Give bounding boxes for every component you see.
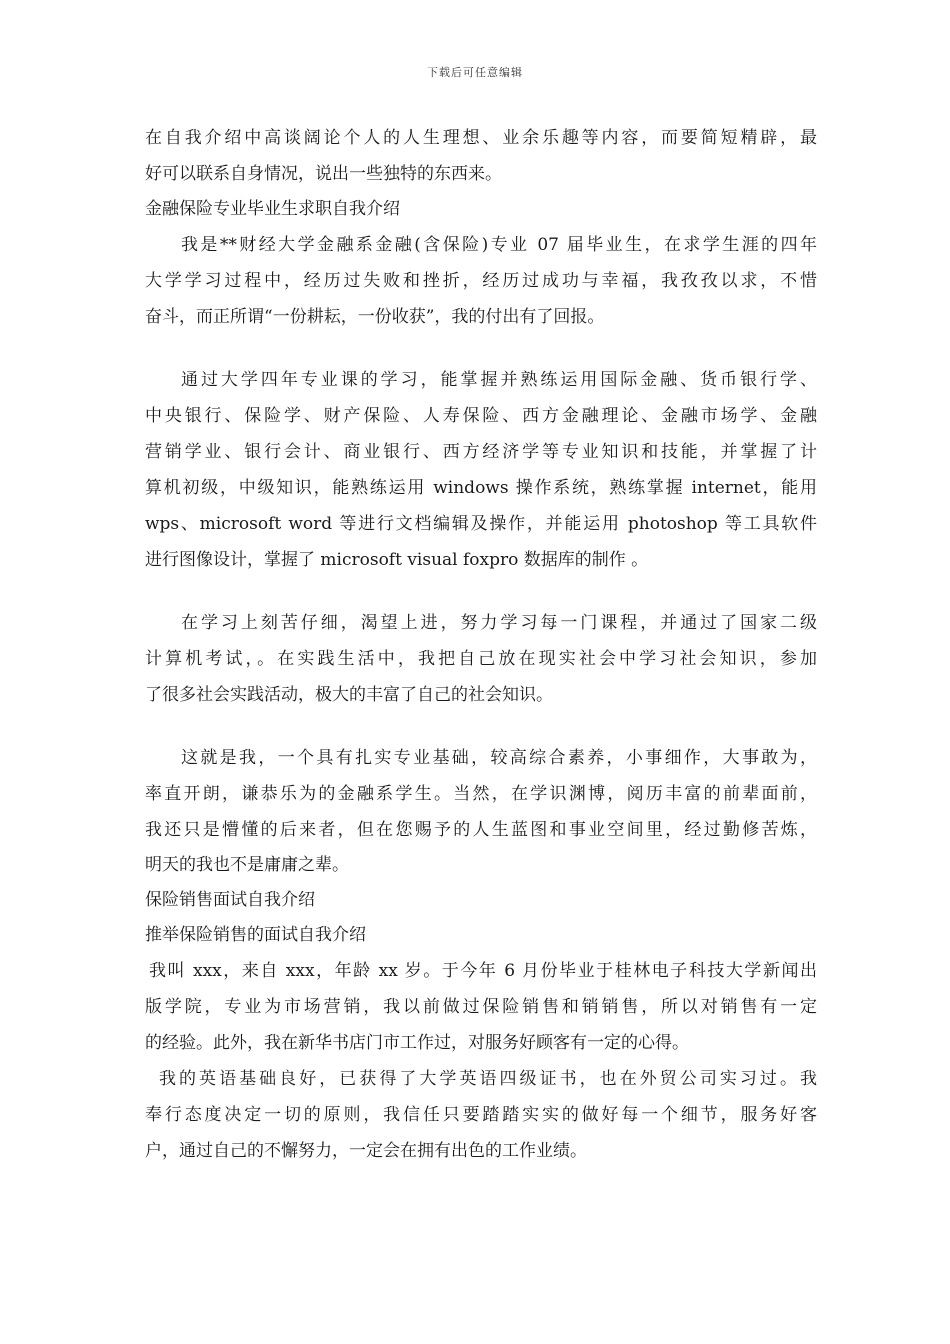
section1-para4-line-3: 我还只是懵懂的后来者，但在您赐予的人生蓝图和事业空间里，经过勤修苦炼， (145, 820, 817, 840)
page-header-note: 下载后可任意编辑 (427, 66, 523, 79)
section2-para1-line-2: 版学院，专业为市场营销，我以前做过保险销售和销销售，所以对销售有一定 (145, 997, 817, 1017)
section2-para2-line-2: 奉行态度决定一切的原则，我信任只要踏踏实实的做好每一个细节，服务好客 (145, 1105, 817, 1125)
section1-para1-line-1: 我是**财经大学金融系金融(含保险)专业 07 届毕业生，在求学生涯的四年 (181, 235, 817, 255)
document-body (145, 120, 817, 1169)
intro-line-2: 好可以联系自身情况，说出一些独特的东西来。 (145, 164, 502, 184)
section1-para2-line-3: 营销学业、银行会计、商业银行、西方经济学等专业知识和技能，并掌握了计 (145, 442, 817, 462)
section1-para2-line-2: 中央银行、保险学、财产保险、人寿保险、西方金融理论、金融市场学、金融 (145, 406, 817, 426)
section1-para4-line-1: 这就是我，一个具有扎实专业基础，较高综合素养，小事细作，大事敢为， (181, 748, 817, 768)
section1-para4-line-4: 明天的我也不是庸庸之辈。 (145, 855, 349, 875)
section2-para2-line-1: 我的英语基础良好，已获得了大学英语四级证书，也在外贸公司实习过。我 (159, 1069, 817, 1089)
section1-para3-line-1: 在学习上刻苦仔细，渴望上进，努力学习每一门课程，并通过了国家二级 (181, 613, 817, 633)
section2-title: 保险销售面试自我介绍 (145, 890, 315, 910)
section2-para2-line-3: 户，通过自己的不懈努力，一定会在拥有出色的工作业绩。 (145, 1141, 587, 1161)
section1-para2-line-4: 算机初级，中级知识，能熟练运用 windows 操作系统，熟练掌握 internet，能用 (145, 478, 817, 498)
section1-para4-line-2: 率直开朗，谦恭乐为的金融系学生。当然，在学识渊博，阅历丰富的前辈面前， (145, 784, 817, 804)
section1-para1-line-2: 大学学习过程中，经历过失败和挫折，经历过成功与幸福，我孜孜以求，不惜 (145, 271, 817, 291)
section1-para2-line-1: 通过大学四年专业课的学习，能掌握并熟练运用国际金融、货币银行学、 (181, 370, 817, 390)
section1-para2-line-6: 进行图像设计，掌握了 microsoft visual foxpro 数据库的制作 。 (145, 550, 649, 570)
section1-para3-line-3: 了很多社会实践活动，极大的丰富了自己的社会知识。 (145, 685, 553, 705)
intro-line-1: 在自我介绍中高谈阔论个人的人生理想、业余乐趣等内容，而要简短精辟，最 (145, 128, 817, 148)
section2-para1-line-3: 的经验。此外，我在新华书店门市工作过，对服务好顾客有一定的心得。 (145, 1033, 689, 1053)
section1-title: 金融保险专业毕业生求职自我介绍 (145, 199, 400, 219)
section1-para2-line-5: wps、microsoft word 等进行文档编辑及操作，并能运用 photoshop 等工具软件 (145, 514, 817, 534)
section2-para1-line-1: 我叫 xxx，来自 xxx，年龄 xx 岁。于今年 6 月份毕业于桂林电子科技大学新闻出 (149, 961, 817, 981)
section1-para3-line-2: 计算机考试，。在实践生活中，我把自己放在现实社会中学习社会知识，参加 (145, 649, 817, 669)
section2-subtitle: 推举保险销售的面试自我介绍 (145, 925, 366, 945)
section1-para1-line-3: 奋斗，而正所谓“一份耕耘，一份收获”，我的付出有了回报。 (145, 307, 605, 327)
